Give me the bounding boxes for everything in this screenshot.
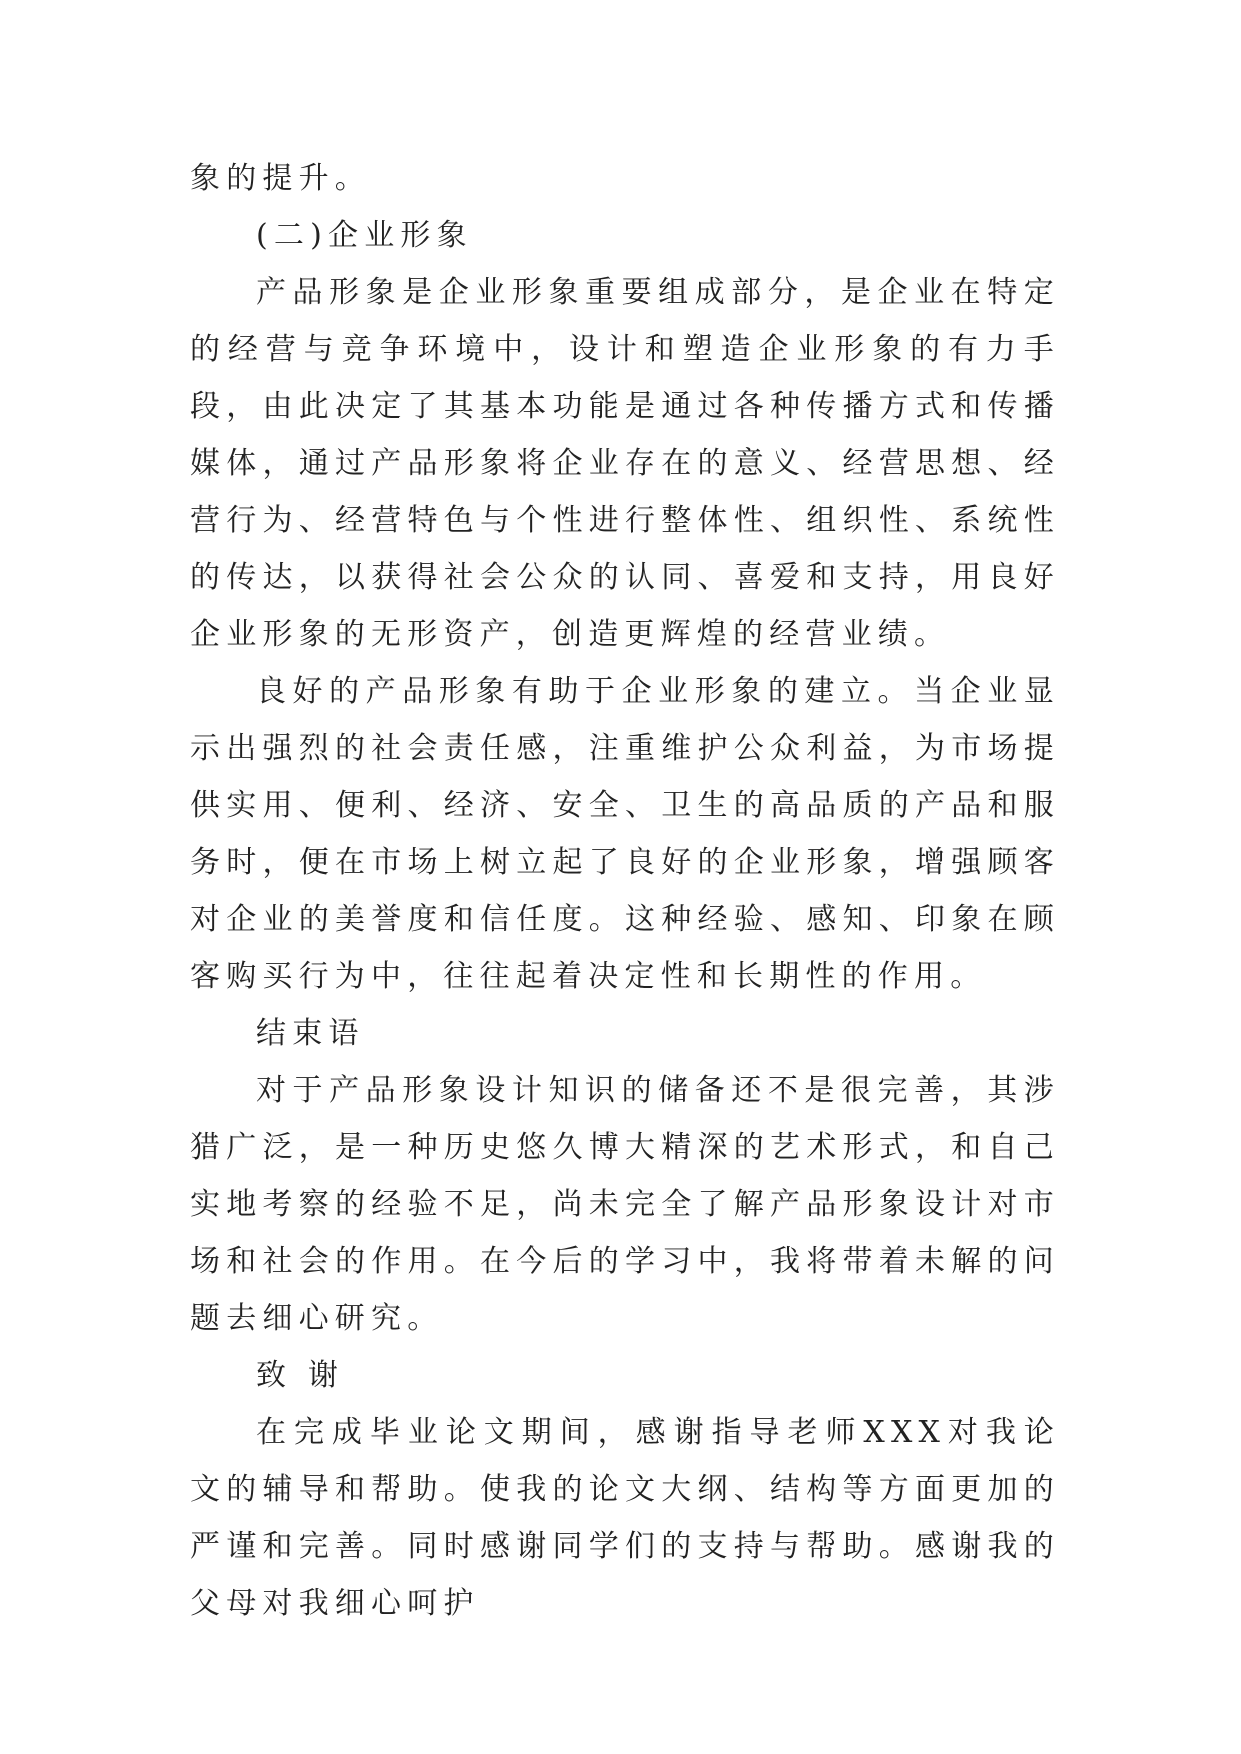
paragraph-continued: 象的提升。 [190,161,371,196]
paragraph-product-image-role: 产品形象是企业形象重要组成部分，是企业在特定的经营与竞争环境中，设计和塑造企业形象的有力手段，由此决定了其基本功能是通过各种传播方式和传播媒体，通过产品形象将企业存在的意义、经营思想、经营行为、经营特色与个性进行整体性、组织性、系统性的传达，以获得社会公众的认同、喜爱和支持，用良好企业形象的无形资产，创造更辉煌的经营业绩。 [190,275,1060,652]
paragraph-acknowledgements: 在完成毕业论文期间，感谢指导老师XXX对我论文的辅导和帮助。使我的论文大纲、结构等方面更加的严谨和完善。同时感谢同学们的支持与帮助。感谢我的父母对我细心呵护 [190,1415,1060,1621]
document-body [190,150,1060,1632]
paragraph-conclusion: 对于产品形象设计知识的储备还不是很完善，其涉猎广泛，是一种历史悠久博大精深的艺术形式，和自己实地考察的经验不足，尚未完全了解产品形象设计对市场和社会的作用。在今后的学习中，我将带着未解的问题去细心研究。 [190,1073,1060,1336]
section-heading-conclusion: 结束语 [256,1016,365,1051]
paragraph-good-product-image: 良好的产品形象有助于企业形象的建立。当企业显示出强烈的社会责任感，注重维护公众利益，为市场提供实用、便利、经济、安全、卫生的高品质的产品和服务时，便在市场上树立起了良好的企业形象，增强顾客对企业的美誉度和信任度。这种经验、感知、印象在顾客购买行为中，往往起着决定性和长期性的作用。 [190,674,1060,994]
section-heading-acknowledgements: 致 谢 [256,1358,345,1393]
section-heading-corporate-image: (二)企业形象 [256,218,473,253]
